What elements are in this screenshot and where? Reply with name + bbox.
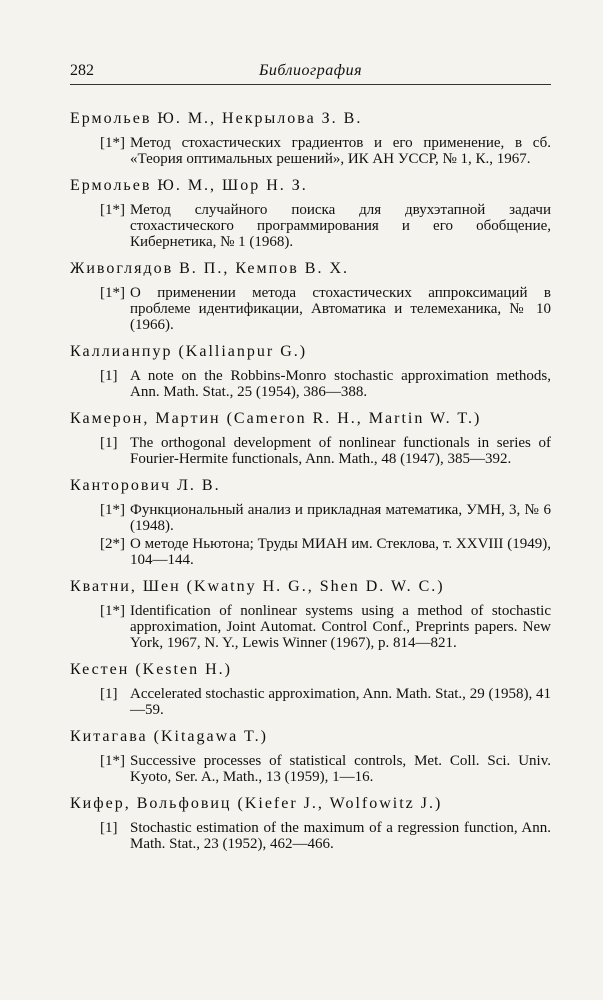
bibliography-list: [70, 100, 551, 854]
bib-author: Кифер, Вольфовиц (Kiefer J., Wolfowitz J.): [70, 795, 443, 812]
bib-reference: [70, 502, 551, 534]
reference-number: [1]: [100, 368, 118, 384]
reference-number: [2*]: [100, 536, 125, 552]
bib-reference: [70, 753, 551, 785]
reference-text: The orthogonal development of nonlinear functionals in series of Fourier-Hermite functionals, Ann. Math., 48 (1947), 385—392.: [130, 435, 551, 467]
running-title: Библиография: [258, 62, 363, 79]
reference-text: О методе Ньютона; Труды МИАН им. Стеклова, т. XXVIII (1949), 104—144.: [130, 536, 551, 568]
bib-reference: [70, 368, 551, 400]
page-header: [70, 62, 551, 84]
bib-reference: [70, 285, 551, 333]
bib-reference: [70, 536, 551, 568]
bib-reference: [70, 135, 551, 167]
reference-number: [1]: [100, 820, 118, 836]
reference-text: Identification of nonlinear systems using a method of stochastic approximation, Joint Automat. Control Conf., Preprints papers. New York, 1967, N. Y., Lewis Winner (1967), p. 814—821.: [130, 603, 551, 651]
bib-reference: [70, 202, 551, 250]
reference-text: Метод случайного поиска для двухэтапной задачи стохастического программирования и его обобщение, Кибернетика, № 1 (1968).: [130, 202, 551, 250]
reference-number: [1]: [100, 686, 118, 702]
bib-reference: [70, 686, 551, 718]
reference-text: Accelerated stochastic approximation, Ann. Math. Stat., 29 (1958), 41—59.: [130, 686, 551, 718]
reference-number: [1*]: [100, 502, 125, 518]
bib-author: Кестен (Kesten H.): [70, 661, 232, 678]
bib-reference: [70, 603, 551, 651]
reference-number: [1*]: [100, 753, 125, 769]
reference-number: [1]: [100, 435, 118, 451]
page-number: 282: [70, 62, 94, 79]
bib-author: Ермольев Ю. М., Некрылова З. В.: [70, 110, 363, 127]
reference-number: [1*]: [100, 603, 125, 619]
reference-text: Stochastic estimation of the maximum of a regression function, Ann. Math. Stat., 23 (1952), 462—466.: [130, 820, 551, 852]
bib-author: Живоглядов В. П., Кемпов В. Х.: [70, 260, 349, 277]
reference-text: A note on the Robbins-Monro stochastic approximation methods, Ann. Math. Stat., 25 (1954), 386—388.: [130, 368, 551, 400]
reference-text: Функциональный анализ и прикладная математика, УМН, 3, № 6 (1948).: [130, 502, 551, 534]
reference-number: [1*]: [100, 202, 125, 218]
reference-number: [1*]: [100, 285, 125, 301]
header-rule: [70, 84, 551, 85]
reference-text: О применении метода стохастических аппроксимаций в проблеме идентификации, Автоматика и телемеханика, № 10 (1966).: [130, 285, 551, 333]
bib-author: Канторович Л. В.: [70, 477, 221, 494]
bib-author: Кватни, Шен (Kwatny H. G., Shen D. W. C.): [70, 578, 445, 595]
bib-reference: [70, 820, 551, 852]
reference-text: Метод стохастических градиентов и его применение, в сб. «Теория оптимальных решений», ИК АН УССР, № 1, К., 1967.: [130, 135, 551, 167]
bib-author: Китагава (Kitagawa T.): [70, 728, 268, 745]
bib-author: Каллианпур (Kallianpur G.): [70, 343, 308, 360]
bib-author: Ермольев Ю. М., Шор Н. З.: [70, 177, 308, 194]
bib-author: Камерон, Мартин (Cameron R. H., Martin W. T.): [70, 410, 482, 427]
reference-number: [1*]: [100, 135, 125, 151]
bib-reference: [70, 435, 551, 467]
reference-text: Successive processes of statistical controls, Met. Coll. Sci. Univ. Kyoto, Ser. A., Math., 13 (1959), 1—16.: [130, 753, 551, 785]
